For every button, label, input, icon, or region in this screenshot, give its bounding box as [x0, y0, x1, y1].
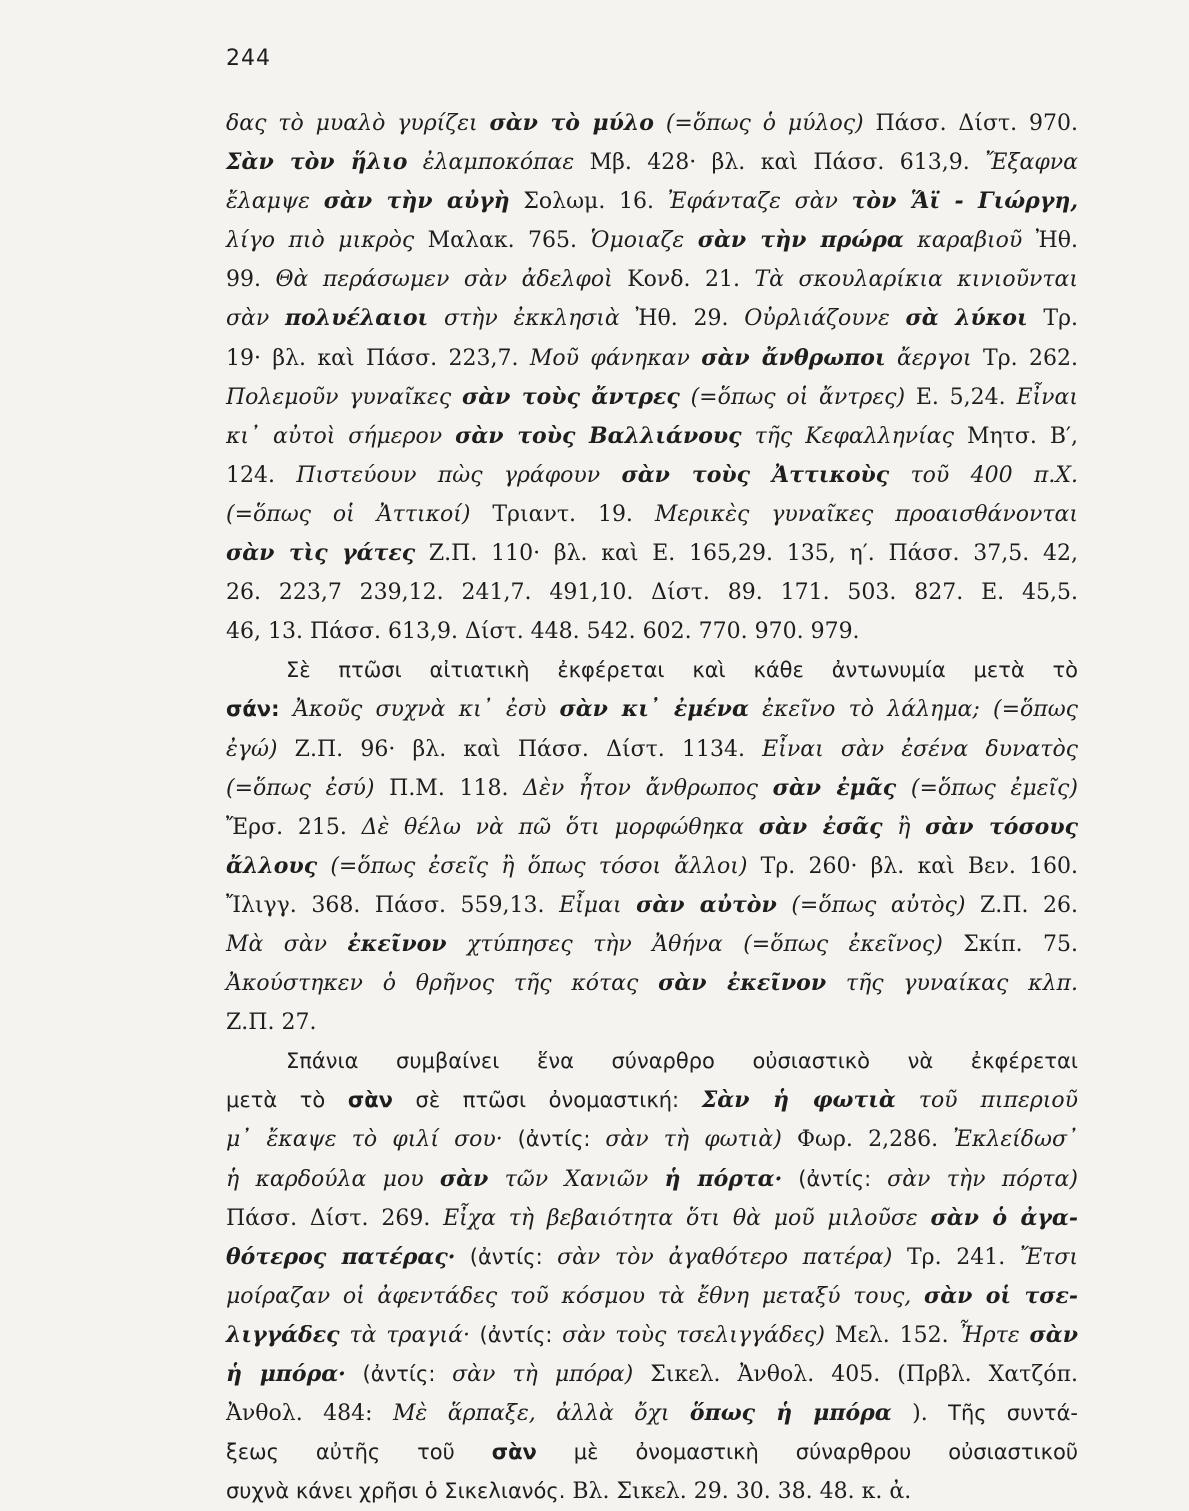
text-segment: Θὰ περάσωμεν σὰν ἀδελφοὶ [275, 267, 613, 293]
text-segment: Εἶναι [1016, 384, 1078, 410]
text-segment: σὰν [491, 1440, 537, 1465]
text-segment: στὴν ἐκκλησιὰ [428, 306, 620, 332]
text-segment: σὰν [347, 1088, 393, 1113]
text-segment: 124. [226, 462, 297, 488]
text-segment: κι᾿ αὐτοὶ σήμερον [226, 423, 456, 449]
text-segment: Πάσσ. Δίστ. 269. [226, 1205, 444, 1231]
text-segment: ἐγώ) [226, 736, 278, 762]
text-line [226, 339, 1078, 378]
text-segment: ἄλλους [226, 852, 318, 879]
text-line [226, 1042, 1078, 1081]
text-segment: Ἔξαφνα [985, 150, 1078, 176]
text-segment: Τρ. 262. [971, 345, 1079, 371]
text-line [226, 925, 1078, 964]
text-segment: Μελ. 152. [824, 1322, 959, 1348]
text-segment: τῆς γυναίκας κλπ. [826, 971, 1078, 997]
text-segment: λίγο πιὸ μικρὸς [226, 228, 415, 254]
text-segment: Σολωμ. 16. [509, 189, 668, 215]
text-segment: Ὁμοιαζε [590, 228, 698, 254]
text-line [226, 1003, 1078, 1042]
text-segment: σὰν οἱ τσε- [923, 1282, 1078, 1309]
text-line [226, 456, 1078, 495]
text-line [226, 1316, 1078, 1355]
text-segment: Πολεμοῦν γυναῖκες [226, 384, 462, 410]
text-line [226, 769, 1078, 808]
text-segment: σάν: [226, 697, 294, 722]
text-segment: ἡ πόρτα· [664, 1165, 783, 1192]
text-segment: σὰν αὐτὸν [636, 891, 777, 918]
text-line [226, 1472, 1078, 1511]
text-segment: Βλ. Σικελ. 29. 30. 38. 48. κ. ἀ. [565, 1479, 912, 1505]
text-segment: σὰν [226, 306, 286, 332]
text-segment: 26. 223,7 239,12. 241,7. 491,10. Δίστ. 89. 171. 503. 827. Ε. 45,5. [226, 580, 1078, 606]
text-segment: ἔλαμψε [226, 189, 324, 215]
text-segment: (ἀντίς: [455, 1244, 558, 1269]
text-segment: σὰν τοὺς ἄντρες [461, 383, 680, 410]
text-segment: Μὰ σὰν [226, 931, 348, 957]
text-segment: ἐλαμποκόπαε [407, 150, 575, 176]
text-segment: σὰν ἄνθρωποι [701, 344, 886, 371]
text-line [226, 1355, 1078, 1394]
text-segment: σὰν τὴ φωτιὰ) [605, 1127, 782, 1153]
text-segment: σὰν τὴ μπόρα) [452, 1362, 634, 1387]
text-line [226, 1433, 1078, 1472]
text-segment: ἄεργοι [885, 345, 972, 371]
text-segment: Ζ.Π. 96· βλ. καὶ Πάσσ. Δίστ. 1134. [277, 736, 763, 762]
text-segment: Ἀκούστηκεν ὁ θρῆνος τῆς κότας [226, 971, 659, 997]
text-segment: (ἀντίς: [469, 1322, 563, 1347]
text-segment: Τρ. 241. [892, 1244, 1020, 1270]
text-segment: Μοῦ φάνηκαν [529, 345, 702, 371]
text-segment: σὰν τὶς γάτες [226, 540, 416, 567]
text-line [226, 260, 1078, 299]
text-segment: τοῦ πιπεριοῦ [895, 1088, 1078, 1114]
text-segment: Πάσσ. Δίστ. 970. [863, 111, 1078, 136]
text-line [226, 730, 1078, 769]
text-segment: πολυέλαιοι [285, 305, 429, 332]
text-segment: σὰν ἐσᾶς [758, 813, 883, 840]
text-segment: Μβ. 428· βλ. καὶ Πάσσ. 613,9. [574, 150, 986, 176]
text-segment: ἢ [882, 814, 926, 840]
text-line [226, 417, 1078, 456]
text-line [226, 534, 1078, 573]
text-segment: Εἶχα τὴ βεβαιότητα ὅτι θὰ μοῦ μιλοῦσε [443, 1205, 931, 1231]
text-segment: Ἔτσι [1019, 1244, 1078, 1270]
text-segment: Ἀκοῦς συχνὰ κι᾿ ἐσὺ [293, 697, 560, 723]
text-line [226, 1081, 1078, 1120]
text-segment: (=ὅπως οἱ ἄντρες) [679, 384, 906, 410]
text-segment: δας τὸ μυαλὸ γυρίζει [226, 111, 490, 136]
text-line [226, 886, 1078, 925]
text-segment: ὅπως ἡ μπόρα [689, 1400, 892, 1427]
text-segment: μετὰ τὸ [226, 1088, 348, 1113]
text-segment: σὰ λύκοι [905, 305, 1028, 332]
text-segment: Τῆς συντά- [948, 1401, 1079, 1426]
text-segment: σὰν κι᾿ ἐμένα [559, 696, 749, 723]
text-segment: (ἀντίς: [502, 1127, 606, 1152]
text-segment: σὰν [1029, 1321, 1078, 1348]
text-segment: Ἴλιγγ. 368. Πάσσ. 559,13. [226, 892, 560, 918]
text-line [226, 143, 1078, 182]
text-segment: Μητσ. Β′, [953, 423, 1079, 449]
text-segment: ἡ μπόρα· [226, 1361, 346, 1387]
text-line [226, 690, 1078, 729]
text-line [226, 651, 1078, 690]
text-line [226, 1199, 1078, 1238]
text-line [226, 847, 1078, 886]
text-segment: μὲ ὀνομαστικὴ σύναρθρου οὐσιαστικοῦ [536, 1440, 1078, 1465]
text-segment: συχνὰ κάνει χρῆσι ὁ Σικελιανός. [226, 1479, 566, 1504]
text-segment: Ἠθ. 29. [619, 306, 745, 332]
text-segment: Τρ. [1027, 306, 1079, 332]
text-segment: σὰν τοὺς Ἀττικοὺς [621, 461, 890, 488]
text-line [226, 1238, 1078, 1277]
text-segment: σὰν τὴν πρώρα [697, 227, 904, 254]
text-segment: τῆς Κεφαλληνίας [741, 423, 954, 449]
text-segment: τὰ τραγιά· [339, 1322, 470, 1348]
text-segment: 99. [226, 267, 276, 293]
page-number: 244 [226, 46, 271, 71]
text-segment: Εἶναι σὰν ἐσένα δυνατὸς [762, 736, 1079, 762]
text-segment: Π.Μ. 118. [374, 775, 524, 801]
text-line [226, 573, 1078, 612]
text-segment: σὰν ἐμᾶς [772, 774, 897, 801]
text-segment: χτύπησες τὴν Ἀθήνα (=ὅπως ἐκεῖνος) [446, 931, 943, 957]
text-segment: Ε. 5,24. [905, 384, 1017, 410]
text-segment: Μὲ ἅρπαξε, ἀλλὰ ὄχι [392, 1401, 690, 1427]
text-line [226, 1120, 1078, 1159]
text-segment: (=ὅπως ἐσεῖς ἢ ὅπως τόσοι ἄλλοι) [317, 853, 748, 879]
text-segment: μοίραζαν οἱ ἀφεντάδες τοῦ κόσμου τὰ ἔθνη μεταξύ τους, [226, 1283, 924, 1309]
text-segment: (=ὅπως οἱ Ἀττικοί) [226, 501, 471, 527]
text-line [226, 182, 1078, 221]
text-segment: τοῦ 400 π.Χ. [889, 462, 1079, 488]
text-segment: Οὐρλιάζουνε [744, 306, 906, 332]
text-line [226, 495, 1078, 534]
text-segment: σὰν [439, 1165, 489, 1192]
text-segment: (ἀντίς: [345, 1362, 453, 1386]
text-segment: (=ὅπως ὁ μύλος) [653, 111, 864, 136]
text-segment: λιγγάδες [226, 1321, 340, 1348]
text-segment: Ἠθ. [1022, 228, 1079, 254]
text-segment: 46, 13. Πάσσ. 613,9. Δίστ. 448. 542. 602. 770. 970. 979. [226, 619, 860, 645]
text-segment: Ἀνθολ. 484: [226, 1401, 393, 1427]
text-segment: (=ὅπως ἐμεῖς) [896, 775, 1078, 801]
text-line [226, 612, 1078, 651]
text-line [226, 1394, 1078, 1433]
text-body [226, 104, 1078, 1511]
text-segment: (=ὅπως ἐσύ) [226, 775, 375, 801]
text-segment: καραβιοῦ [903, 228, 1023, 254]
text-segment: ξεως αὐτῆς τοῦ [226, 1440, 492, 1465]
text-segment: Ζ.Π. 27. [226, 1010, 317, 1036]
text-segment: Σὲ πτῶσι αἰτιατικὴ ἐκφέρεται καὶ κάθε ἀντωνυμία μετὰ τὸ [286, 658, 1078, 683]
text-segment: Ζ.Π. 26. [965, 892, 1079, 918]
text-segment: Κονδ. 21. [612, 267, 755, 293]
text-segment: σὰν τόσους [925, 813, 1078, 840]
text-segment: Πιστεύουν πὼς γράφουν [296, 462, 622, 488]
text-segment: θότερος πατέρας· [226, 1243, 456, 1270]
text-segment: σὰν τὸν ἀγαθότερο πατέρα) [557, 1244, 893, 1270]
text-line [226, 1160, 1078, 1199]
text-segment: μ᾿ ἔκαψε τὸ φιλί σου· [226, 1127, 503, 1153]
text-segment: ἐκεῖνον [347, 930, 447, 957]
text-segment: Μαλακ. 765. [414, 228, 591, 254]
text-segment: σὲ πτῶσι ὀνομαστική: [392, 1088, 702, 1113]
text-segment: Ἔρσ. 215. [226, 814, 362, 840]
text-segment: Εἶμαι [559, 892, 637, 918]
text-segment: τὸν Ἅϊ - Γιώργη, [851, 188, 1078, 215]
text-segment: Σπάνια συμβαίνει ἕνα σύναρθρο οὐσιαστικὸ νὰ ἐκφέρεται [286, 1049, 1078, 1074]
text-segment: Σὰν τὸν ἥλιο [226, 149, 408, 176]
text-segment: σὰν τοὺς Βαλλιάνους [455, 422, 742, 449]
text-segment: Ἦρτε [958, 1322, 1030, 1348]
text-segment: Τρ. 260· βλ. καὶ Βεν. 160. [747, 853, 1078, 879]
text-segment: Μερικὲς γυναῖκες προαισθάνονται [654, 501, 1078, 527]
text-segment: Ἐφάνταζε σὰν [667, 189, 852, 215]
text-line [226, 221, 1078, 260]
text-segment: Δὲ θέλω νὰ πῶ ὅτι μορφώθηκα [361, 814, 759, 840]
text-segment: ). [891, 1401, 949, 1427]
text-line [226, 964, 1078, 1003]
text-segment: σὰν ὁ ἀγα- [930, 1204, 1078, 1231]
text-segment: Τὰ σκουλαρίκια κινιοῦνται [754, 267, 1078, 293]
text-segment: Φωρ. 2,286. [781, 1127, 954, 1153]
text-segment: ἐκεῖνο τὸ λάλημα; (=ὅπως [748, 697, 1078, 723]
text-segment: σὰν τὴν αὐγὴ [323, 188, 510, 215]
text-segment: τῶν Χανιῶν [488, 1166, 665, 1192]
text-segment: Δὲν ἦτον ἄνθρωπος [523, 775, 773, 801]
text-segment: Σὰν ἡ φωτιὰ [701, 1087, 896, 1114]
text-segment: Ζ.Π. 110· βλ. καὶ Ε. 165,29. 135, η′. Πάσσ. 37,5. 42, [415, 541, 1079, 567]
text-segment: σὰν ἐκεῖνον [658, 970, 827, 997]
text-segment: 19· βλ. καὶ Πάσσ. 223,7. [226, 345, 530, 371]
text-segment: Ἐκλείδωσ᾿ [953, 1127, 1078, 1153]
text-line [226, 104, 1078, 143]
text-line [226, 299, 1078, 338]
text-line [226, 808, 1078, 847]
text-segment: σὰν τοὺς τσελιγγάδες) [562, 1322, 825, 1348]
text-segment: Σικελ. Ἀνθολ. 405. (Πρβλ. Χατζόπ. [633, 1362, 1078, 1387]
text-segment: σὰν τὴν πόρτα) [887, 1166, 1078, 1192]
text-segment: Σκίπ. 75. [942, 931, 1078, 957]
text-line [226, 378, 1078, 417]
text-line [226, 1277, 1078, 1316]
text-segment: (=ὅπως αὐτὸς) [776, 892, 966, 918]
text-segment: σὰν τὸ μύλο [489, 110, 654, 136]
text-segment: Τριαντ. 19. [470, 501, 655, 527]
text-segment: (ἀντίς: [782, 1166, 888, 1191]
text-segment: ἡ καρδούλα μου [226, 1166, 440, 1192]
